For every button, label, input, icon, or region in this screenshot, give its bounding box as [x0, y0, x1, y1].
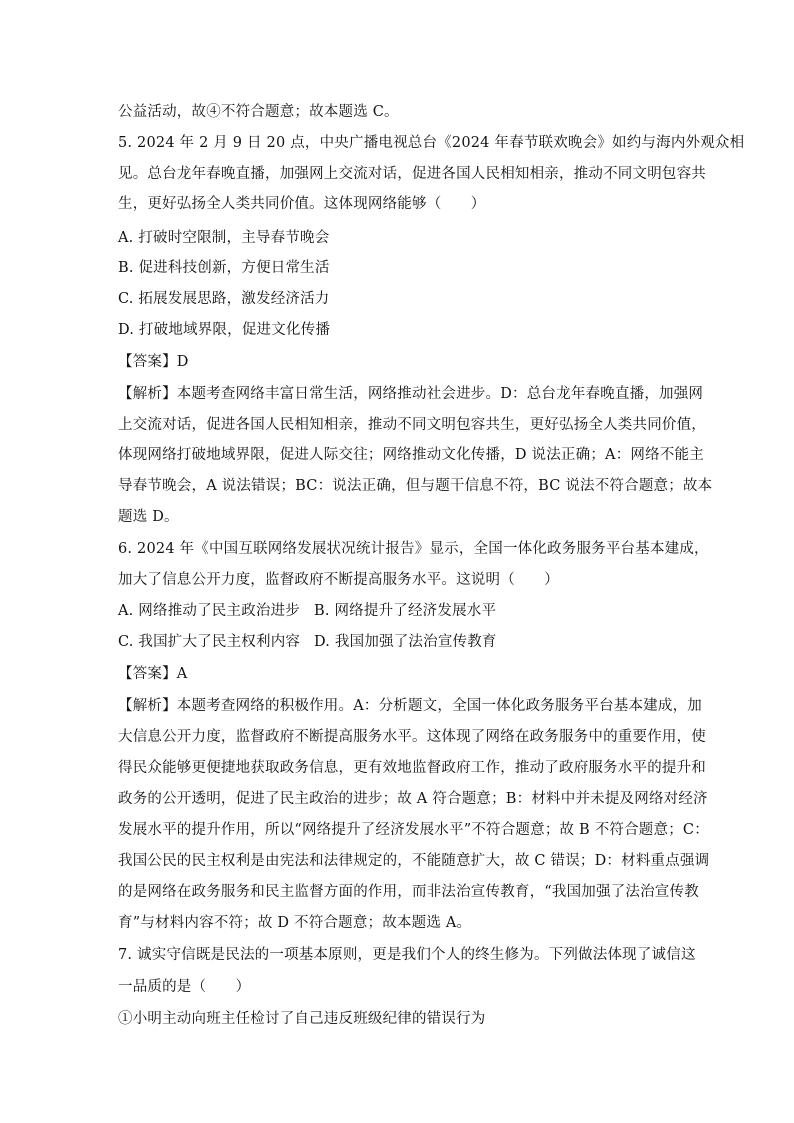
question-5-option-b: B. 促进科技创新，方便日常生活 [118, 260, 330, 276]
question-6-analysis-line-4: 政务的公开透明，促进了民主政治的进步；故 A 符合题意；B：材料中并未提及网络对经济 [118, 791, 708, 807]
text-line: 公益活动，故④不符合题意；故本题选 C。 [118, 104, 399, 120]
question-5-analysis-line-4: 导春节晚会，A 说法错误；BC：说法正确，但与题干信息不符，BC 说法不符合题意；故本 [118, 478, 713, 494]
question-6-analysis-line-3: 得民众能够更便捷地获取政务信息，更有效地监督政府工作，推动了政府服务水平的提升和 [118, 760, 706, 776]
question-5-option-a: A. 打破时空限制，主导春节晚会 [118, 230, 330, 246]
question-5-answer: 【答案】D [118, 354, 189, 370]
question-5-analysis-line-5: 题选 D。 [118, 509, 179, 525]
question-5-analysis-line-3: 体现网络打破地域界限，促进人际交往；网络推动文化传播，D 说法正确；A：网络不能主 [118, 447, 704, 463]
question-6-stem-line-1: 6. 2024 年《中国互联网络发展状况统计报告》显示，全国一体化政务服务平台基本建成， [118, 541, 709, 557]
question-6-option-d: D. 我国加强了法治宣传教育 [314, 634, 497, 650]
question-5-stem-line-2: 见。总台龙年春晚直播，加强网上交流对话，促进各国人民相知相亲，推动不同文明包容共 [118, 166, 706, 182]
question-6-analysis-line-7: 的是网络在政务服务和民主监督方面的作用，而非法治宣传教育，“我国加强了法治宣传教 [118, 884, 699, 900]
question-7-stem-line-1: 7. 诚实守信既是民法的一项基本原则，更是我们个人的终生修为。下列做法体现了诚信这 [118, 947, 696, 963]
question-7-statement-1: ①小明主动向班主任检讨了自己违反班级纪律的错误行为 [118, 1011, 486, 1027]
question-6-analysis-line-1: 【解析】本题考查网络的积极作用。A：分析题文，全国一体化政务服务平台基本建成，加 [118, 698, 702, 714]
question-5-analysis-line-1: 【解析】本题考查网络丰富日常生活，网络推动社会进步。D：总台龙年春晚直播，加强网 [118, 386, 704, 402]
question-6-analysis-line-2: 大信息公开力度，监督政府不断提高服务水平。这体现了网络在政务服务中的重要作用，使 [118, 729, 706, 745]
question-5-analysis-line-2: 上交流对话，促进各国人民相知相亲，推动不同文明包容共生，更好弘扬全人类共同价值， [118, 417, 706, 433]
question-6-option-c: C. 我国扩大了民主权利内容 [118, 634, 301, 650]
question-5-option-d: D. 打破地域界限，促进文化传播 [118, 322, 331, 338]
question-5-option-c: C. 拓展发展思路，激发经济活力 [118, 291, 330, 307]
question-6-option-b: B. 网络提升了经济发展水平 [314, 603, 497, 619]
question-5-stem-line-3: 生，更好弘扬全人类共同价值。这体现网络能够（ ） [118, 196, 486, 212]
question-7-stem-line-2: 一品质的是（ ） [118, 979, 251, 995]
question-6-options-row-2 [118, 632, 698, 652]
question-6-answer: 【答案】A [118, 666, 188, 682]
question-5-stem-line-1: 5. 2024 年 2 月 9 日 20 点，中央广播电视总台《2024 年春节联欢晚会》如约与海内外观众相 [118, 135, 745, 151]
question-6-option-a: A. 网络推动了民主政治进步 [118, 603, 300, 619]
question-6-analysis-line-8: 育”与材料内容不符；故 D 不符合题意；故本题选 A。 [118, 915, 472, 931]
question-6-stem-line-2: 加大了信息公开力度，监督政府不断提高服务水平。这说明（ ） [118, 572, 559, 588]
question-6-analysis-line-5: 发展水平的提升作用，所以“网络提升了经济发展水平”不符合题意；故 B 不符合题意；C： [118, 822, 709, 838]
question-6-analysis-line-6: 我国公民的民主权利是由宪法和法律规定的，不能随意扩大，故 C 错误；D：材料重点强调 [118, 853, 710, 869]
question-6-options-row-1 [118, 601, 698, 621]
